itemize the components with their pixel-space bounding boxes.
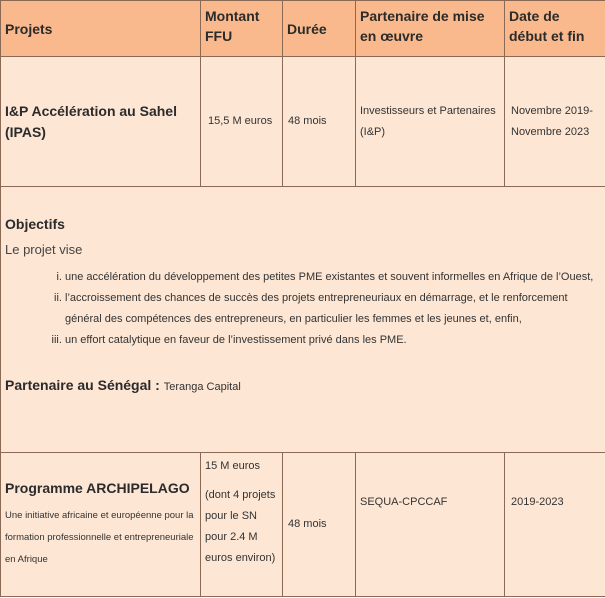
partner-cell (356, 453, 505, 597)
objectives-intro: Le projet vise (5, 242, 83, 257)
senegal-partner-label: Partenaire au Sénégal : (5, 377, 164, 393)
partner-cell (356, 57, 505, 187)
table-header-row (1, 1, 605, 57)
header-partenaire: Partenaire de mise en œuvre (356, 1, 505, 57)
project-cell (1, 453, 201, 597)
amount-detail: (dont 4 projets pour le SN pour 2.4 M euros environ) (205, 489, 276, 564)
objectives-row (1, 187, 605, 453)
header-projets: Projets (1, 1, 201, 57)
project-cell (1, 57, 201, 187)
amount-cell (201, 453, 283, 597)
list-item: i. une accélération du développement des petites PME existantes et souvent informelles en Afrique de l’Ouest, (65, 267, 601, 288)
header-montant: Montant FFU (201, 1, 283, 57)
duration-value: 48 mois (288, 518, 327, 530)
duration-cell (283, 453, 356, 597)
senegal-partner (5, 377, 601, 393)
partner-value: SEQUA-CPCCAF (360, 496, 448, 508)
table-row (1, 57, 605, 187)
header-dates: Date de début et fin (505, 1, 605, 57)
duration-value: 48 mois (288, 115, 327, 127)
dates-cell (505, 453, 605, 597)
objectives-cell (1, 187, 605, 453)
table-row (1, 453, 605, 597)
dates-cell (505, 57, 605, 187)
project-name: I&P Accélération au Sahel (IPAS) (5, 102, 177, 140)
list-item: ii. l’accroissement des chances de succès des projets entrepreneuriaux en démarrage, et le renforcement général des compétences des entrepreneurs, en particulier les femmes et les jeunes et, enfin, (65, 288, 601, 330)
objectives-title: Objectifs (5, 216, 65, 232)
amount-main: 15 M euros (205, 460, 261, 472)
dates-value: Novembre 2019-Novembre 2023 (511, 104, 593, 138)
senegal-partner-value: Teranga Capital (163, 381, 241, 393)
header-duree: Durée (283, 1, 356, 57)
partner-value: Investisseurs et Partenaires (I&P) (360, 104, 496, 138)
amount-value: 15,5 M euros (208, 115, 273, 127)
amount-cell (201, 57, 283, 187)
objectives-list (5, 267, 601, 351)
project-description: Une initiative africaine et européenne pour la formation professionnelle et entrepreneuriale en Afrique (5, 510, 194, 565)
dates-value: 2019-2023 (511, 496, 564, 508)
duration-cell (283, 57, 356, 187)
list-item: iii. un effort catalytique en faveur de l’investissement privé dans les PME. (65, 330, 601, 351)
project-name: Programme ARCHIPELAGO (5, 480, 190, 496)
